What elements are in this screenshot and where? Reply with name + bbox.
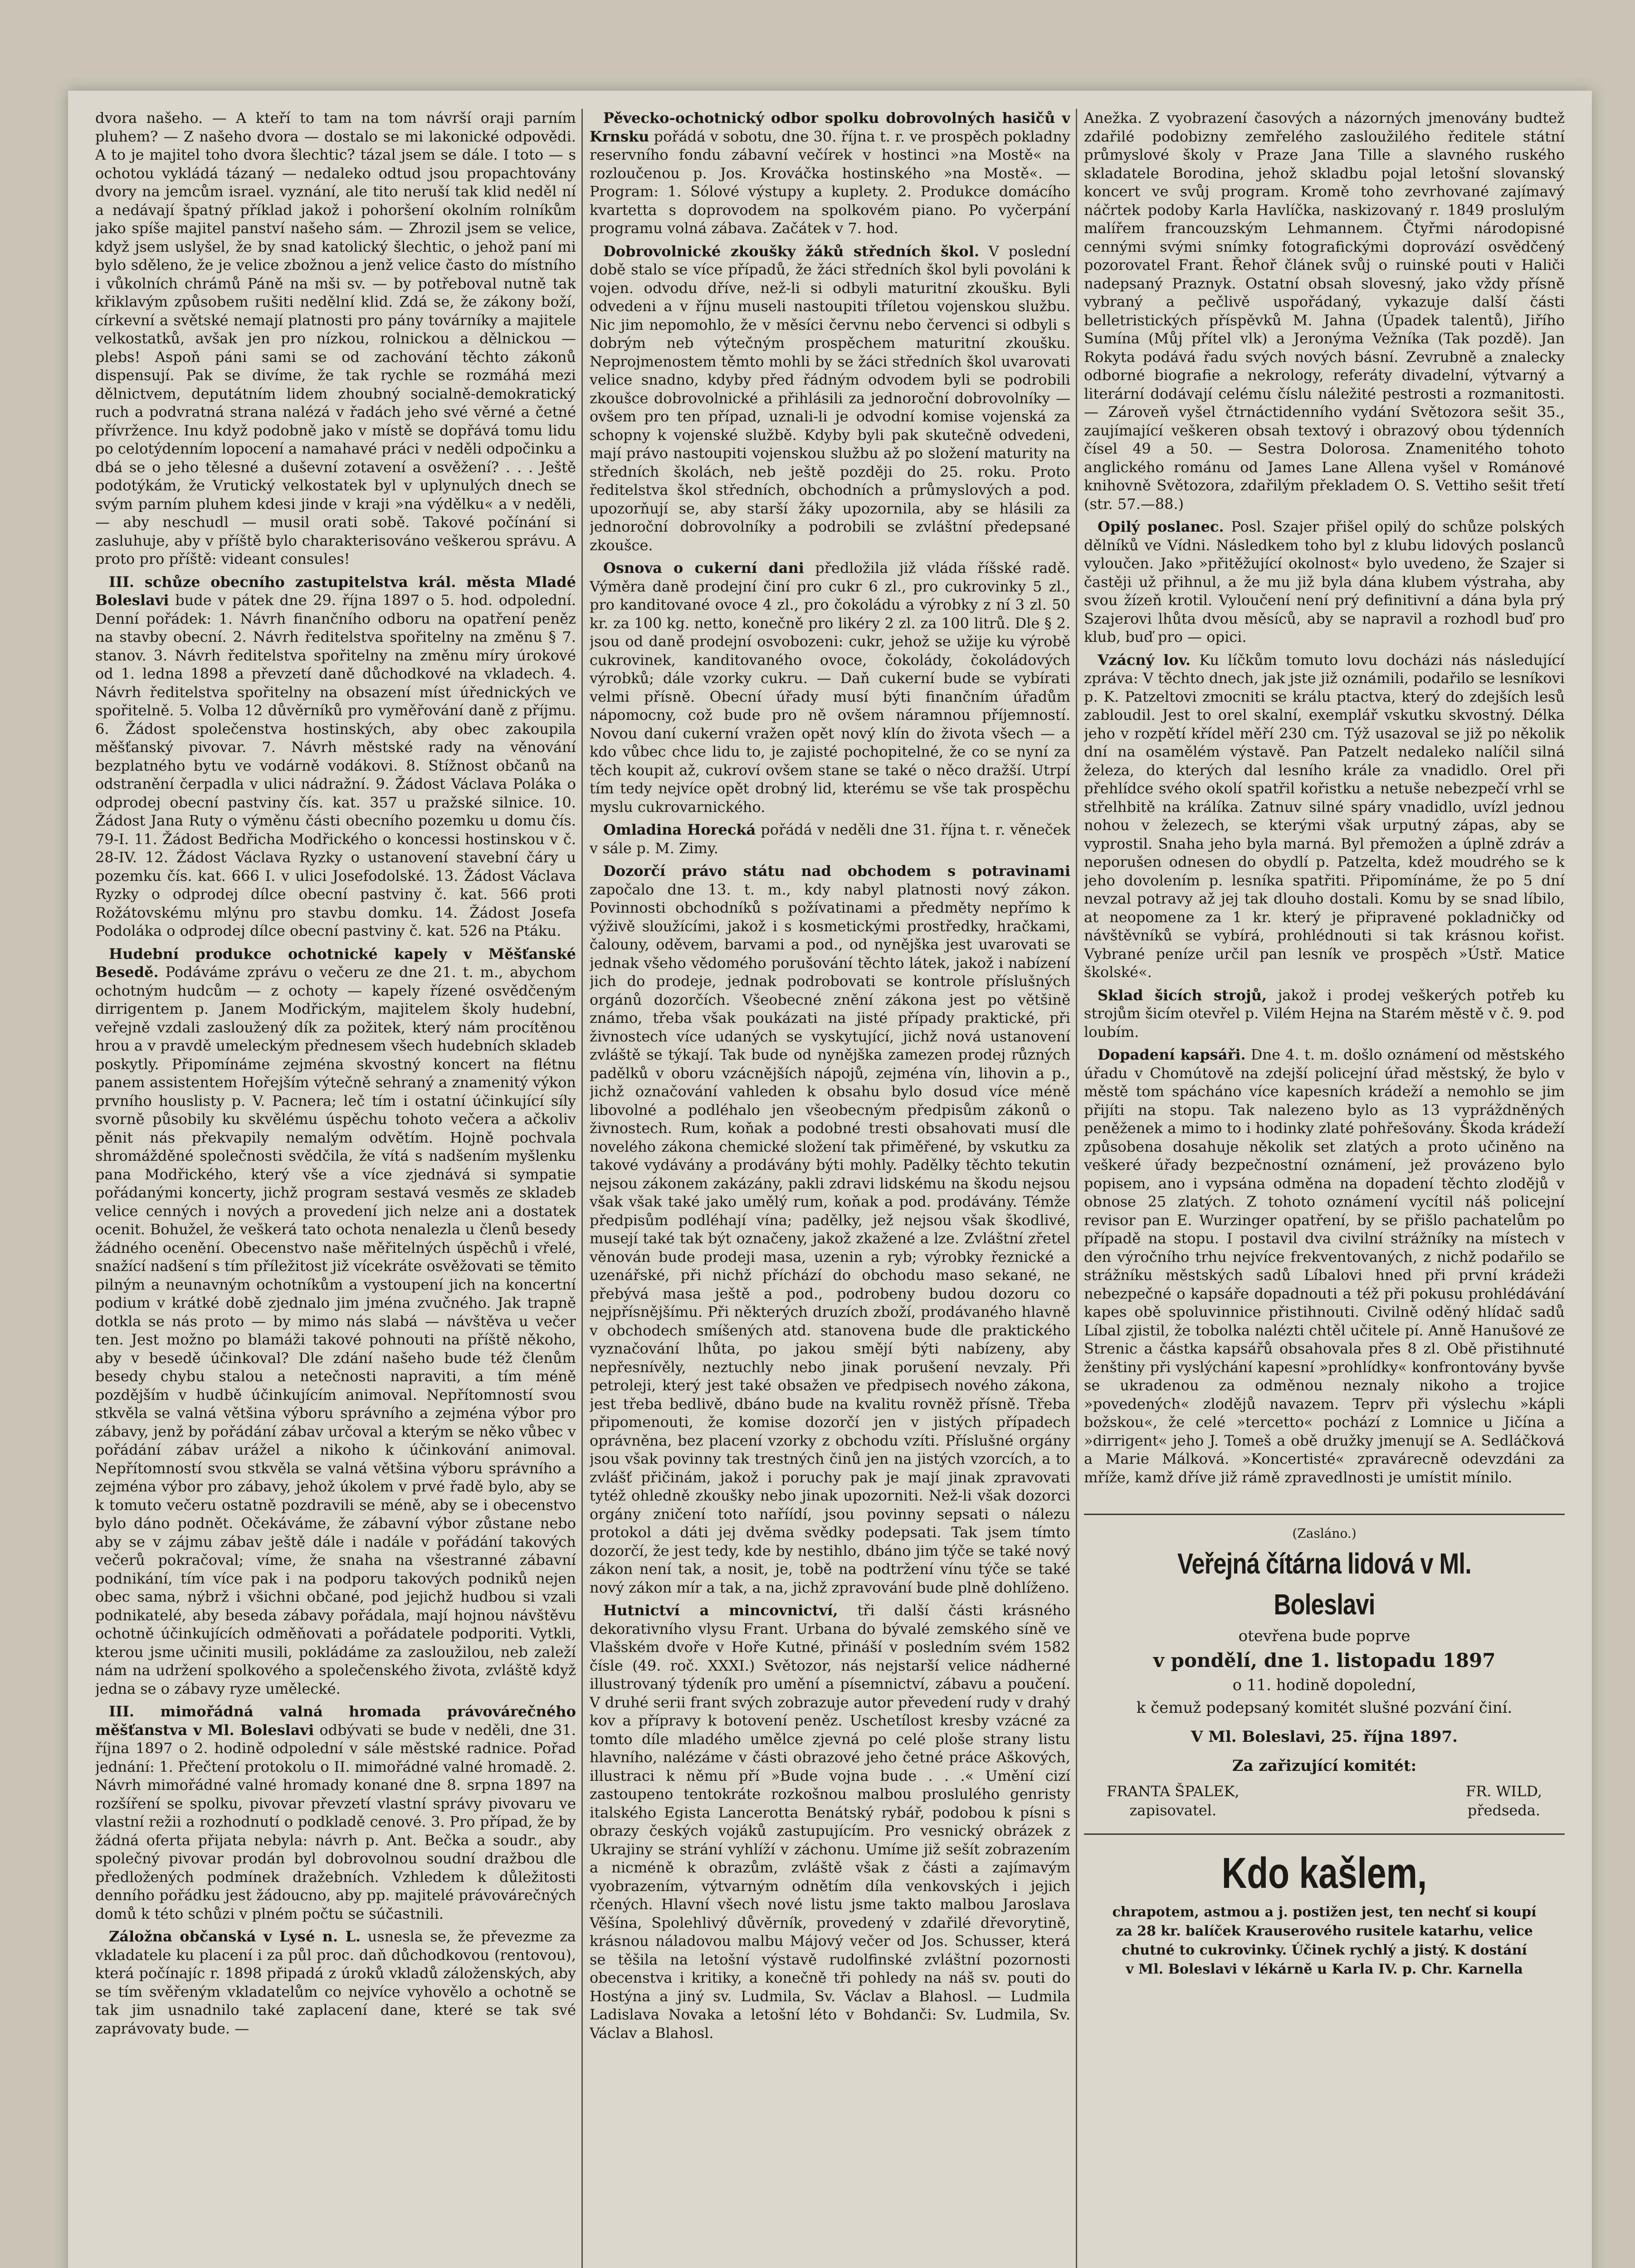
article-heading: Hudební produkce ochotnické kapely v Měšťanské Besedě.	[95, 945, 576, 981]
reading-room-notice	[1084, 1514, 1565, 1820]
article-heading: III. mimořádná valná hromada právovárečného měšťanstva v Ml. Boleslavi	[95, 1703, 576, 1739]
notice-committee: Za zařizující komitét:	[1232, 1757, 1417, 1775]
column-2	[590, 109, 1070, 2268]
article-text: Hutnictví a mincovnictví, tři další části krásného dekorativního vlysu Frant. Urbana do bývalé zemského síně ve Vlašském dvoře v Hoře Kutné, přináší v posledním svém 1582 čísle (49. roč. XXXI.) Světozor, nás nejstarší velice nádherné illustrovaný týdeník pro umění a písemnictví, zábavu a poučení. V druhé serii frant svých zobrazuje autor převedení rudy v drahý kov a přípravy k botovení peněz. Uschetílost kresby vzácné za tomto díle mladého umělce zjevná po celé ploše strany listu hlavního, nalézáme v části obrazové jeho četné práce Aškových, illustraci k němu pří »Bude vojna bude . . .« Umění cizí zastoupeno tentokráte rozkošnou malbou proslulého genristy italského Egista Lancerotta Benátský rybář, podobou k písni s obrazy českých vojáků zastupujícím. Pro vesnický obrázek z Ukrajiny se strání vyhlíží v záchonu. Umíme již sešít zobrazením a nicméně k obrazům, zvláště však z části a zajímavým vyobrazením, výtvarným odnětím díla venkovských i jejich rčených. Hlavní všech nové listu jsme takto malbou Jaroslava Věšína, Spolehlivý důvěrník, provedený v zdařilé dřevorytině, krásnou náladovou malbu Májový večer od Jos. Schusser, která se těšila na letošní výstavě rudolfinské zvláštní pozornosti obecenstva i kritiky, a konečně tři pohledy na náš sv. pouti do Hostýna a jiný sv. Ludmila, Sv. Václav a Blahosl. — Ludmila Ladislava Novaka a letošní léto v Bohdanči: Sv. Ludmila, Sv. Václav a Blahosl.	[590, 1602, 1070, 2042]
signature-wild: FR. WILD, předseda.	[1465, 1783, 1542, 1819]
article-heading: Dopadení kapsáři.	[1098, 1046, 1246, 1063]
notice-label: (Zasláno.)	[1292, 1526, 1357, 1541]
article-text: Dozorčí právo státu nad obchodem s potravinami započalo dne 13. t. m., kdy nabyl platnosti nový zákon. Povinnosti obchodníků s požívatinami a předměty nepřímo k výživě sloužícími, jakož i s kosmetickými prostředky, hračkami, čalouny, oděvem, barvami a pod., od nynějška jest uvarovati se jednak všeho vědomého porušování těchto látek, jakož i nabízení jich do prodeje, jednak podrobovati se kontrole příslušných orgánů dozorčích. Všeobecné znění zákona jest po většině známo, třeba však poukázati na jisté případy praktické, při živnostech více udaných se vyskytující, jichž nová ustanovení zvláště se týkají. Tak bude od nynějška zamezen prodej různých padělků v oboru vzácnějších nápojů, zejména vín, lihovin a p., jichž označování vahleden k obsahu bylo dosud více méně libovolné a podléhalo jen všeobecným předpisům zákonů o živnostech. Rum, koňak a podobné tresti obsahovati musí dle novelého zákona chemické složení tak přiměřené, by vskutku za takové vydávány a prodávány býti mohly. Padělky těchto tekutin nejsou zákonem zakázány, pakli zdravi lidskému na škodu nejsou však však také jako umělý rum, koňak a pod. prodávány. Témže předpisům podléhají vína; padělky, jež nejsou však škodlivé, musejí také tak být označeny, jakož zkažené a lze. Zvláštní zřetel věnován bude prodeji masa, uzenin a ryb; výrobky řeznické a uzenářské, při nichž příchází do obchodu maso sekané, ne přebývá masa ještě a pod., podrobeny budou dozoru co nejpřísnějšímu. Při některých druzích zboží, prodávaného hlavně v obchodech smíšených atd. stanovena bude dle praktického vyznačování lhůta, po jakou smějí býti nabízeny, aby nepřesnívěly, neztuchly nebo jinak porušení nevzaly. Při petroleji, který jest také obsažen ve předpisech nového zákona, jest třeba bedlivě, dbáno bude na kvalitu rovněž přísně. Třeba připomenouti, že komise dozorčí jen v jistých případech oprávněna, bez placení vzorky z obchodu vzíti. Příslušné orgány jsou však povinny tak trestných činů jen na jistých vzorcích, a to zvlášť přičinám, jakož i poruchy pak je mají jinak zpravovati tytéž ohledně zkoušky nebo jinak upozorniti. Než-li však dozorci orgány zničení toto naříídí, jsou povinny sepsati o nálezu protokol a dáti jej dvěma svědky podepsati. Tak jsem tímto dozorčí, že jest tedy, kde by nestihlo, dbáno jim týče se také nový zákon není tak, a nosit, je, tobě na podtržení vínu týče se také nový zákon mír a tak, a na, jichž zpravování bude plně dohlíženo.	[590, 862, 1070, 1596]
ad-text: chrapotem, astmou a j. postižen jest, ten nechť si koupí za 28 kr. balíček Krauserového rusitele katarhu, velice chutné to cukrovinky. Účinek rychlý a jistý. K dostání v Ml. Boleslavi v lékárně u Karla IV. p. Chr. Karnella	[1112, 1904, 1537, 1977]
notice-signatures	[1084, 1782, 1565, 1820]
article-text: III. mimořádná valná hromada právovárečného měšťanstva v Ml. Boleslavi odbývati se bude v neděli, dne 31. října 1897 o 2. hodině odpolední v sále městské radnice. Pořad jednání: 1. Přečtení protokolu o II. mimořádné valné hromadě. 2. Návrh mimořádné valné hromady konané dne 8. srpna 1897 na rozšíření se spolku, pivovar převzetí vlastní správy pivovaru ve vlastní režii a rozhodnutí o podkladě cenové. 3. Pro případ, že by žádná oferta přijata nebyla: návrh p. Ant. Bečka a soudr., aby společný pivovar prodán byl dobrovolnou soudní dražbou dle předložených podmínek dražebních. Vzhledem k důležitosti denního pořádku jest žádoucno, aby pp. majitelé právovárečných domů k této schůzi v plném počtu se súčastnili.	[95, 1703, 576, 1922]
notice-date: v pondělí, dne 1. listopadu 1897	[1153, 1649, 1496, 1672]
ad-title: Kdo kašlem,	[1221, 1849, 1427, 1897]
column-divider	[1076, 109, 1077, 2268]
article-text: Pěvecko-ochotnický odbor spolku dobrovolných hasičů v Krnsku pořádá v sobotu, dne 30. října t. r. ve prospěch pokladny reservního fondu zábavní večírek v hostinci »na Mostě« na rozloučenou p. Jos. Krováčka hostinského »na Mostě«. — Program: 1. Sólové výstupy a kuplety. 2. Produkce domácího kvartetta s doprovodem na spolkovém piano. Po vyčerpání programu volná zábava. Začátek v 7. hod.	[590, 109, 1070, 237]
notice-title: Veřejná čítárna lidová v Ml. Boleslavi	[1177, 1547, 1471, 1621]
article-heading: Pěvecko-ochotnický odbor spolku dobrovolných hasičů v Krnsku	[590, 109, 1070, 145]
notice-line: o 11. hodině dopolední,	[1232, 1676, 1416, 1694]
article-heading: Vzácný lov.	[1098, 651, 1191, 669]
article-heading: Sklad šicích strojů,	[1098, 986, 1267, 1004]
article-text: III. schůze obecního zastupitelstva král. města Mladé Boleslavi bude v pátek dne 29. října 1897 o 5. hod. odpolední. Denní pořádek: 1. Návrh finančního odboru na opatření peněz na stavby obecní. 2. Návrh ředitelstva spořitelny na změnu § 7. stanov. 3. Návrh ředitelstva spořitelny na změnu míry úrokové od 1. ledna 1898 a převzetí daně důchodkové na vkladech. 4. Návrh ředitelstva spořitelny na obsazení míst úřednických ve spořitelně. 5. Volba 12 důvěrníků pro vyměřování daně z příjmu. 6. Žádost společenstva hostinských, aby obec zakoupila měšťanský pivovar. 7. Návrh městské rady na věnování bezplatného bytu ve vodárně vodákovi. 8. Stížnost občanů na odstranění čerpadla v ulici nádražní. 9. Žádost Václava Poláka o odprodej obecní pastviny čís. kat. 357 u pražské silnice. 10. Žádost Jana Ruty o výměnu části obecního pozemku u domu čís. 79-I. 11. Žádost Bedřicha Modřického o koncessi hostinskou v č. 28-IV. 12. Žádost Václava Ryzky o ustanovení stavební čáry u pozemku čís. kat. 666 I. v ulici Josefodolské. 13. Žádost Václava Ryzky o odprodej dílce obecní pastviny č. kat. 566 proti Rožátovskému mlýnu pro stavbu domku. 14. Žádost Josefa Podoláka o odprodej dílce obecní pastviny č. kat. 526 na Ptáku.	[95, 573, 576, 939]
article-text: Omladina Horecká pořádá v neděli dne 31. října t. r. věneček v sále p. M. Zimy.	[590, 821, 1070, 857]
notice-line: otevřena bude poprve	[1238, 1627, 1410, 1645]
article-heading: Omladina Horecká	[603, 821, 756, 838]
article-heading: Hutnictví a mincovnictví,	[603, 1602, 838, 1619]
article-text: Anežka. Z vyobrazení časových a názorných jmenovány budtež zdařilé podobizny zemřelého zasloužilého ředitele státní průmyslové školy v Praze Jana Tille a slavného ruského skladatele Borodina, jehož skladbu pojal letošní slovanský koncert ve svůj program. Kromě toho zevrhované zajímavý náčrtek podoby Karla Havlíčka, naskizovaný r. 1849 proslulým malířem francouzským Lehmannem. Čtyřmi národopisné cennými svými snímky fotografickými doprovází osvědčený pozorovatel Frant. Řehoř článek svůj o ruinské pouti v Haliči nadepsaný Praznyk. Ostatní obsah slovesný, jako vždy přísně vybraný a pečlivě uspořádaný, vykazuje další části belletristických příspěvků M. Jahna (Úpadek talentů), Jiřího Sumína (Můj přítel vlk) a Jeronýma Vežníka (Tak pozdě). Jan Rokyta podává řadu svých nových básní. Zevrubně a znalecky odborné biografie a nekrology, referáty divadelní, výtvarný a literární dodávají celému číslu náležité pestrosti a rozmanitosti. — Zároveň vyšel čtrnáctidenního vydání Světozora sešit 35., zaujímající veškeren obsah textový i obrazový obou týdenních čísel 49 a 50. — Sestra Dolorosa. Znamenitého tohoto anglického románu od James Lane Allena vyšel v Románové knihovně Světozora, zdařilým překladem O. S. Vettiho sešit třetí (str. 57.—88.)	[1084, 109, 1565, 513]
article-text: Opilý poslanec. Posl. Szajer přišel opilý do schůze polských dělníků ve Vídni. Následkem toho byl z klubu lidových poslanců vyloučen. Jako »přitěžující okolnost« bylo uvedeno, že Szajer si častěji už přihnul, a že mu již byla dána klubem výstraha, aby svou žízeň krotil. Vyloučení není prý definitivní a dána byla prý Szajerovi lhůta dvou měsíců, aby se napravil a rozhodl buď pro klub, buď pro — opici.	[1084, 518, 1565, 645]
article-text: dvora našeho. — A kteří to tam na tom návrší oraji parním pluhem? — Z našeho dvora — dostalo se mi lakonické odpovědi. A to je majitel toho dvora šlechtic? tázal jsem se dále. I toto — s ochotou vykládá tázaný — nedaleko odtud jsou propachtovány dvory na jemcům israel. vyznání, ale tito neruší tak klid neděl ní a nedávají špatný příklad jakož i pohoršení okolním rolníkům jako spíše majitel panství našeho sám. — Zhrozil jsem se velice, když jsem uslyšel, že by snad katolický šlechtic, o jehož paní mi bylo sděleno, že je velice zbožnou a jenž velice často do místního i vůkolních chrámů Páně na mši sv. — by potřeboval nutně tak křiklavým způsobem rušiti nedělní klid. Zdá se, že zákony boží, církevní a světské nemají platnosti pro pány továrníky a majitele velkostatků, avšak jen pro nízkou, rolnickou a dělnickou — plebs! Aspoň páni sami se od zachování těchto zákonů dispensují. Pak se divíme, že tak rychle se rozmáhá mezi dělnictvem, deputátním lidem zhoubný socialně-demokratický ruch a podvratná strana nalézá v řadách jeho své věrné a četné přívržence. Inu když podobně jako v místě se dopřává tomu lidu po celotýdenním lopocení a namahavé práci v neděli odpočinku a dbá se o jeho tělesné a duševní zotavení a osvěžení? . . . Ještě podotýkám, že Vrutický velkostatek byl v uplynulých dnech se svým parním pluhem kdesi jinde v kraji »na výdělku« a v neděli, — aby neschudl — musil orati sobě. Takové počínání si zasluhuje, aby v příště bylo charakterisováno veškerou správu. A proto pro příště: videant consules!	[95, 109, 576, 567]
article-heading: Osnova o cukerní dani	[603, 559, 804, 577]
article-text: Vzácný lov. Ku líčkům tomuto lovu docházi nás následující zpráva: V těchto dnech, jak jste již oznámili, podařilo se lesníkovi p. K. Patzeltovi zmocniti se králu ptactva, který do zdejších lesů zabloudil. Jest to orel skalní, exemplář vskutku skvostný. Délka jeho v rozpětí křídel měří 230 cm. Týž usazoval se již po několik dní na osamělém výstavě. Pan Patzelt nedaleko nalíčil silná železa, do kterých dal lesního krále za vnadidlo. Orel při přehlídce svého okolí spatřil kořistku a netuše nebezpečí vrhl se střelhbitě na králíka. Zatnuv silné spáry vnadidlo, uvízl jednou nohou v železech, se kterými však urputný zápas, aby se vyprostil. Snaha jeho byla marná. Byl přemožen a úplně zdráv a neporušen odnesen do obydlí p. Patzelta, kdež moudrého se k jeho dovolením p. lesníka spatřiti. Připomínáme, že po 5 dní nevzal potravy až jej tak dlouho dostali. Komu by se snad líbilo, at neopomene za 1 kr. který je připravené pokladničky od návštěvníků se vybírá, prohlédnouti si tak krásnou kořist. Vybrané peníze určil pan lesník ve prospěch »Ústř. Matice školské«.	[1084, 651, 1565, 981]
article-text: Dobrovolnické zkoušky žáků středních škol. V poslední době stalo se více případů, že žáci středních škol byli povoláni k vojen. odvodu dříve, než-li si odbyli maturitní zkoušku. Byli odvedeni a v říjnu museli nastoupiti tříletou vojenskou službu. Nic jim nepomohlo, že v měsíci červnu nebo červenci si odbyli s dobrým neb výtečným prospěchem maturitní zkoušku. Neprojmenostem těmto mohli by se žáci středních škol uvarovati velice snadno, kdyby před řádným odvodem byli se podrobili zkoušce dobrovolnické a přihlásili za jednoroční dobrovolníky — ovšem pro ten případ, uznali-li je odvodní komise vojenská za schopny k vojenské službě. Kdyby byli pak skutečně odvedeni, mají právo nastoupiti vojenskou službu až po složení maturity na středních školách, neb ještě později do 25. roku. Proto ředitelstva škol středních, obchodních a průmyslových a pod. upozorňují se, aby starší žáky upozornila, aby se hlásili za jednoroční dobrovolníky a podrobili se zvláštní předepsané zkoušce.	[590, 242, 1070, 554]
article-heading: Dobrovolnické zkoušky žáků středních škol.	[603, 242, 979, 260]
notice-line: k čemuž podepsaný komitét slušné pozvání činí.	[1136, 1699, 1513, 1717]
column-3	[1084, 109, 1565, 2268]
article-text: Dopadení kapsáři. Dne 4. t. m. došlo oznámení od městského úřadu v Chomútově na zdejší policejní úřad městský, že bylo v městě tom spácháno více kapesních krádeží a nemohlo se jim přijíti na stopu. Tak nalezeno bylo as 13 vypráždněných peněženek a mimo to i hodinky zlaté pohřešovány. Škoda krádeží způsobena dosahuje několik set zlatých a proto učiněno na veškeré úřady bezpečnostní oznámení, jež provázeno bylo popisem, ano i vypsána odměna na dopadení těchto zlodějů v obnose 25 zlatých. Z tohoto oznámení vycítil náš policejní revisor pan E. Wurzinger opatření, by se přišlo pachatelům po případě na stopu. I postavil dva civilní strážníky na místech v den výročního trhu nejvíce frekventovaných, z nichž podařilo se strážníku městských sadů Líbalovi hned při první krádeži nebezpečné o kapsáře dopadnouti a též při pokusu prohlédávání kapes obě spoluvinnice přistihnouti. Civilně oděný hlídač sadů Líbal zjistil, že tobolka nalézti chtěl učitele pí. Anně Hanušové ze Strenic a částka kapsářů obsahovala přes 8 zl. Obě přistihnuté ženštiny při vyslýchání kapesní »prohlídky« konfrontovány byvše se ukradenou za odměnou neznaly nikoho a trojice »povedených« zlodějů navazem. Teprv při výslechu »kápli božskou«, že celé »tercetto« pochází z Lomnice u Jičína a »dirrigent« jeho J. Tomeš a obě družky jmenují se A. Sedláčková a Marie Málková. »Koncertisté« zpravárecně odevzdáni za mříže, kamž dříve již rámě zpravedlnosti je umístit mínilo.	[1084, 1046, 1565, 1486]
newspaper-page	[68, 91, 1592, 2268]
article-text: Sklad šicích strojů, jakož i prodej veškerých potřeb ku strojům šicím otevřel p. Vilém Hejna na Starém městě v č. 9. pod loubím.	[1084, 986, 1565, 1041]
cough-advertisement	[1084, 1833, 1565, 1979]
article-heading: III. schůze obecního zastupitelstva král. města Mladé Boleslavi	[95, 573, 576, 609]
article-heading: Záložna občanská v Lysé n. L.	[109, 1928, 361, 1945]
article-text: Záložna občanská v Lysé n. L. usnesla se, že převezme za vkladatele ku placení i za půl proc. daň důchodkovou (rentovou), která počínajíc r. 1898 připadá z úroků vkladů záloženských, aby se tím svěřeným vkladatelům co nejvíce vyhovělo a ochotně se tak jim usnadnilo také zaplacení dane, které se tak své zaprávovaty bude. —	[95, 1928, 576, 2037]
article-heading: Opilý poslanec.	[1098, 518, 1224, 535]
column-divider	[581, 109, 583, 2268]
article-text: Hudební produkce ochotnické kapely v Měšťanské Besedě. Podáváme zprávu o večeru ze dne 21. t. m., abychom ochotným hudcům — z ochoty — kapely řízené osvědčeným dirrigentem p. Janem Modřickým, majitelem školy hudební, veřejně vzdali zasloužený dík za požitek, který nám procítěnou hrou a v pravdě umeleckým přednesem všech hudebních skladeb poskytly. Připomínáme zejména skvostný koncert na flétnu panem assistentem Hořejším výtečně sehraný a znamenitý výkon prvního houslisty p. V. Pacnera; leč tím i ostatní účinkující síly svorně působily ku skvělému úspěchu tohoto večera a ačkoliv pěnit nás překvapily nemalým odvětím. Hojně pochvala shromážděné společnosti svědčila, že vítá s nadšením myšlenku pana Modřického, který vše a více zjednává si sympatie pořádanými koncerty, jichž program sestavá vesměs ze skladeb velice cenných i nových a provedení jich nelze ani a dostatek ocenit. Bohužel, že veškerá tato ochota nenalezla u členů besedy žádného ocenění. Obecenstvo naše měřitelných úspěchů i vřelé, snažící nadšení s tím příležitost již vícekráte osvěžovati se těmito pilným a neunavným ochotníkům a vystoupení jich na koncertní podium v krátké době zjednalo jim jména zvučného. Jak trapně dotkla se nás proto — by mimo nás slabá — návštěva u večer ten. Jest možno po blamáži takové pohnouti na příště někoho, aby v besedě účinkoval? Dle zdání našeho bude též členům besedy chybu stalou a netečnosti napraviti, a tím méně pozdějším v hudbě účinkujícím animoval. Nepřítomností svou stkvěla se valná většina výboru správního a zejména výbor pro zábavy, jenž by pořádání zábav určoval a kterým se něko vůbec v pořádání zábav urážel a nikoho k účinkování animoval. Nepřítomností svou stkvěla se valná většina výboru správního a zejména výbor pro zábavy, jehož úkolem v prvé řadě bylo, aby se k tomuto večeru ostatně pozdravili se méně, aby se i obecenstvo bylo dáno podnět. Očekáváme, že zábavní výbor zůstane nebo aby se v zájmu zábav ještě dále i nadále v pořádání takových večerů pokračoval; víme, že snaha na všestranné zábavní podnikání, tím více pak i na podporu takových podniků nejen obec sama, nýbrž i všichni občané, pod jejichž hudbou si vzali podnikatelé, aby beseda zábavy pořádala, mají hojnou návštěvu ochotně účinkujících odměňovati a pořádatele podporiti. Vytkli, kterou jsme učiniti musili, pokládáme za zasloužilou, neb zaleží nám na udržení spolkového a společenského života, zvláště když jedna se o zábavy ryze umělecké.	[95, 945, 576, 1697]
notice-place: V Ml. Boleslavi, 25. října 1897.	[1191, 1728, 1458, 1746]
article-text: Osnova o cukerní dani předložila již vláda říšské radě. Výměra daně prodejní činí pro cukr 6 zl., pro cukrovinky 5 zl., pro kanditované ovoce 4 zl., pro čokoládu a výrobky z ní 3 zl. 50 kr. za 100 kg. netto, konečně pro likéry 2 zl. za 100 litrů. Dle § 2. jsou od daně prodejní osvobozeni: cukr, jehož se užije ku výrobě cukrovinek, kanditovaného ovoce, čokolády, čokoládových výrobků; dále vzorky cukru. — Daň cukerní bude se vybírati velmi přísně. Obecní úřady musí býti finančním úřadům nápomocny, což bude pro ně ovšem náramnou příjemností. Novou daní cukerní vražen opět nový klín do života všech — a kdo vůbec chce lidu to, je zajisté pochopitelné, že co se nyní za těch koupit až, cukroví ovšem stane se také o něco dražší. Utrpí tím tedy nejvíce opět drobný lid, kterému se vše tak prospěchu myslu cukrovarnického.	[590, 559, 1070, 816]
article-heading: Dozorčí právo státu nad obchodem s potravinami	[603, 862, 1070, 880]
signature-spalek: FRANTA ŠPALEK, zapisovatel.	[1107, 1783, 1240, 1819]
column-1	[95, 109, 576, 2268]
